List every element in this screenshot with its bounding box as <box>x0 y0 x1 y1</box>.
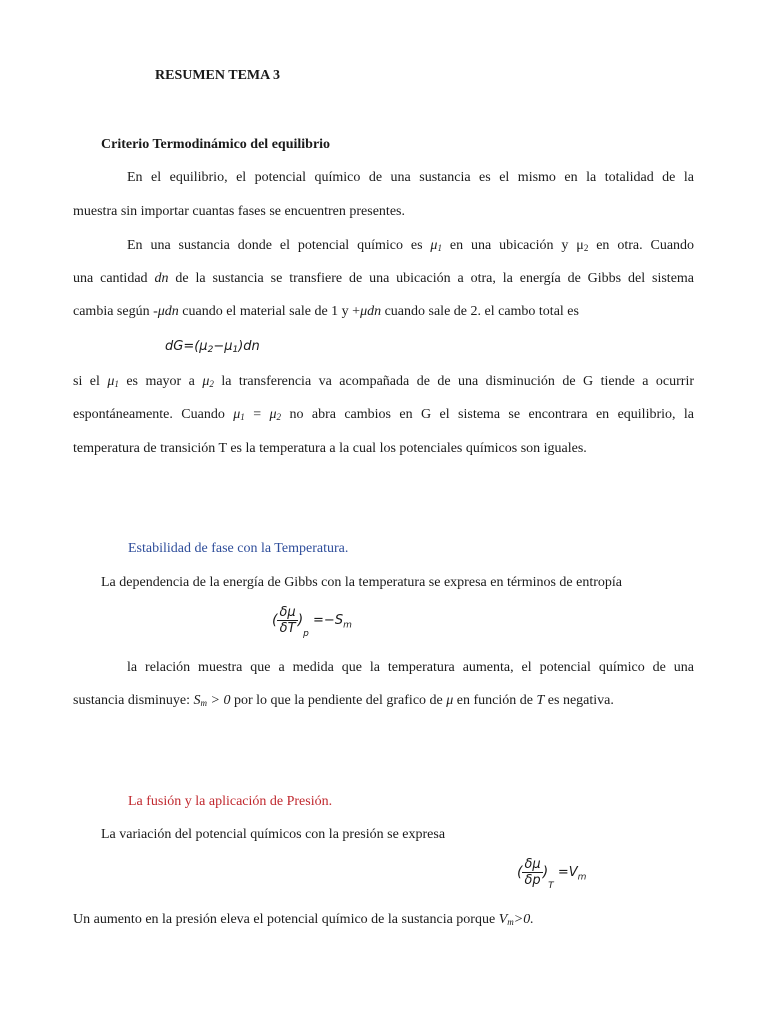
paragraph-line: En una sustancia donde el potencial químico es $\mu_1$ en una ubicación y $\mu_2$ en otra. Cuando <box>127 238 695 253</box>
paragraph-line: muestra sin importar cuantas fases se encuentren presentes. <box>73 204 405 219</box>
equation-dg: $dG=(\mu_2-\mu_1)dn$ <box>165 339 260 355</box>
paragraph-line: una cantidad dn de la sustancia se transfiere de una ubicación a otra, la energía de Gibbs del sistema <box>73 271 695 286</box>
paragraph-line: espontáneamente. Cuando $\mu_1 = \mu_2$ no abra cambios en G el sistema se encontrara en equilibrio, la <box>73 407 695 422</box>
section-heading-equilibrium: Criterio Termodinámico del equilibrio <box>101 137 331 152</box>
paragraph-line: sustancia disminuye: $S_m > 0$ por lo que la pendiente del grafico de μ en función de T es negativa. <box>73 693 614 708</box>
section-heading-temperature: Estabilidad de fase con la Temperatura. <box>128 541 349 556</box>
paragraph-line: La dependencia de la energía de Gibbs con la temperatura se expresa en términos de entropía <box>101 575 623 590</box>
section-heading-pressure: La fusión y la aplicación de Presión. <box>128 794 333 809</box>
equation-entropy: ( $\frac{\delta\mu}{\delta T}$ )$_p =-S_m$ <box>272 605 352 639</box>
paragraph-line: Un aumento en la presión eleva el potencial químico de la sustancia porque $V_m>0$. <box>73 912 534 927</box>
paragraph-line: temperatura de transición T es la temperatura a la cual los potenciales químicos son iguales. <box>73 441 587 456</box>
paragraph-line: En el equilibrio, el potencial químico de una sustancia es el mismo en la totalidad de la <box>127 170 694 185</box>
paragraph-line: La variación del potencial químicos con la presión se expresa <box>101 827 446 842</box>
paragraph-line: la relación muestra que a medida que la temperatura aumenta, el potencial químico de una <box>127 660 694 675</box>
equation-volume: ( $\frac{\delta\mu}{\delta p}$ )$_T =V_m$ <box>517 857 587 891</box>
paragraph-line: cambia según -μdn cuando el material sale de 1 y +μdn cuando sale de 2. el cambo total es <box>73 304 579 319</box>
paragraph-line: si el $\mu_1$ es mayor a $\mu_2$ la transferencia va acompañada de de una disminución de G tiende a ocurrir <box>73 374 694 389</box>
page-title: RESUMEN TEMA 3 <box>155 68 280 83</box>
